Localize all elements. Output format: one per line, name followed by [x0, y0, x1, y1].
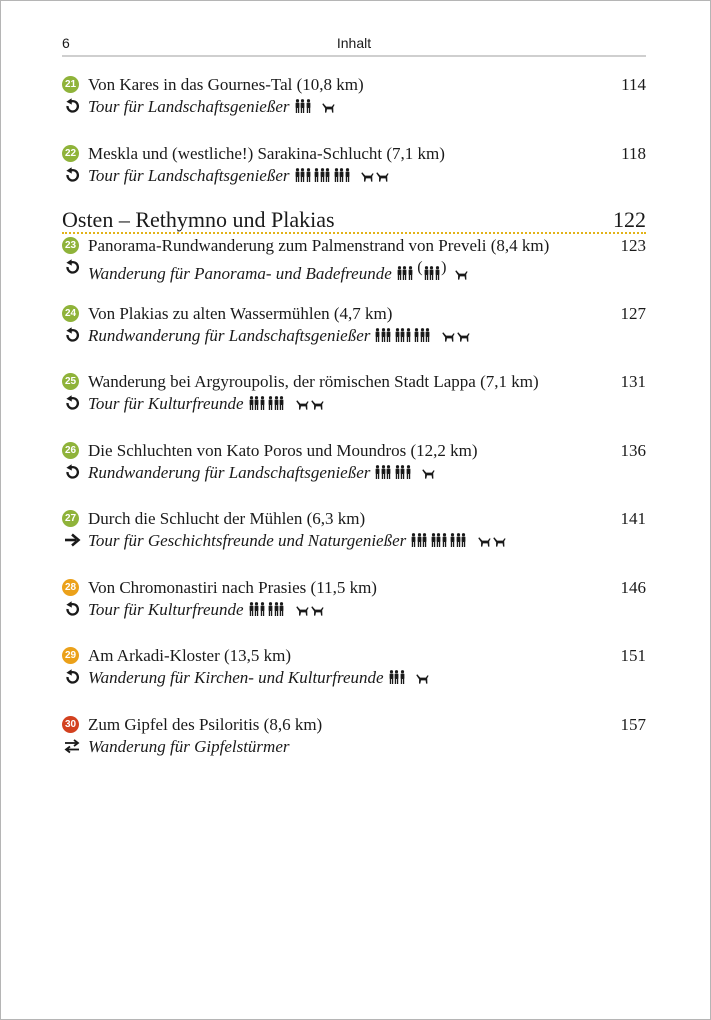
- dog-rating: [478, 530, 508, 554]
- dog-icon: [311, 393, 326, 417]
- entry-page-number: 157: [620, 715, 646, 734]
- entry-subtitle-line: [62, 392, 646, 416]
- entry-subtitle-text: Tour für Geschichtsfreunde und Naturgenießer: [88, 531, 407, 550]
- entry-title: Zum Gipfel des Psiloritis (8,6 km): [88, 715, 323, 734]
- hiker-group-icon: [295, 168, 312, 182]
- tour-number-badge: 26: [62, 442, 79, 459]
- hiker-group-icon: [249, 396, 266, 410]
- entry-subtitle: [88, 256, 470, 287]
- dog-icon: [376, 165, 391, 189]
- entry-subtitle-line: [62, 598, 646, 622]
- dog-rating: [416, 667, 431, 691]
- entry-subtitle: [88, 164, 391, 189]
- entry-subtitle: [88, 392, 326, 417]
- tour-number-badge: 29: [62, 647, 79, 664]
- entry-title: Am Arkadi-Kloster (13,5 km): [88, 646, 292, 665]
- loop-arrow-icon: [63, 258, 81, 276]
- entry-title-line: [62, 644, 646, 668]
- dog-icon: [442, 325, 457, 349]
- loop-arrow-icon: [63, 668, 81, 686]
- difficulty-rating: [389, 670, 409, 684]
- section-page: 122: [613, 207, 646, 232]
- entry-subtitle-text: Tour für Landschaftsgenießer: [88, 166, 290, 185]
- hiker-group-icon: [389, 670, 406, 684]
- dog-rating: [422, 462, 437, 486]
- toc-entry[interactable]: [62, 507, 646, 555]
- entry-title: Durch die Schlucht der Mühlen (6,3 km): [88, 509, 366, 528]
- entry-subtitle-line: [62, 164, 646, 188]
- hiker-group-icon: [395, 465, 412, 479]
- hiker-group-icon: [450, 533, 467, 547]
- difficulty-rating: [397, 256, 448, 280]
- toc-entry[interactable]: [62, 142, 646, 190]
- dog-icon: [478, 530, 493, 554]
- dog-rating: [442, 325, 472, 349]
- entry-subtitle-text: Wanderung für Gipfelstürmer: [88, 737, 290, 756]
- dog-icon: [455, 263, 470, 287]
- entry-page-number: 118: [621, 144, 646, 163]
- hiker-group-icon: [249, 602, 266, 616]
- entry-subtitle-line: [62, 735, 646, 759]
- entry-subtitle-line: [62, 461, 646, 485]
- toc-entry[interactable]: [62, 576, 646, 624]
- entry-title-line: [62, 73, 646, 97]
- entry-subtitle-line: [62, 95, 646, 119]
- toc-entry[interactable]: [62, 713, 646, 761]
- toc-entry[interactable]: [62, 73, 646, 121]
- entry-page-number: 146: [620, 578, 646, 597]
- toc-entry[interactable]: [62, 644, 646, 692]
- entry-page-number: 131: [620, 372, 646, 391]
- entry-page-number: 141: [620, 509, 646, 528]
- entry-subtitle: [88, 461, 437, 486]
- entry-subtitle-text: Tour für Kulturfreunde: [88, 394, 244, 413]
- header-rule: [62, 55, 646, 57]
- entry-subtitle: [88, 735, 290, 759]
- dog-rating: [296, 599, 326, 623]
- loop-arrow-icon: [63, 394, 81, 412]
- dog-icon: [457, 325, 472, 349]
- tour-number-badge: 25: [62, 373, 79, 390]
- hiker-group-icon: [424, 266, 441, 280]
- hiker-group-icon: [334, 168, 351, 182]
- toc-entry[interactable]: [62, 370, 646, 418]
- entry-title: Die Schluchten von Kato Poros und Moundros (12,2 km): [88, 441, 478, 460]
- entry-title-line: [62, 142, 646, 166]
- entry-subtitle: [88, 95, 337, 120]
- hiker-group-icon: [314, 168, 331, 182]
- entry-page-number: 114: [621, 75, 646, 94]
- entry-subtitle-text: Wanderung für Kirchen- und Kulturfreunde: [88, 668, 384, 687]
- entry-subtitle-text: Tour für Landschaftsgenießer: [88, 97, 290, 116]
- entry-subtitle-text: Rundwanderung für Landschaftsgenießer: [88, 463, 371, 482]
- tour-number-badge: 22: [62, 145, 79, 162]
- loop-arrow-icon: [63, 463, 81, 481]
- loop-arrow-icon: [63, 166, 81, 184]
- entry-page-number: 136: [620, 441, 646, 460]
- difficulty-rating: [249, 396, 288, 410]
- paren-open: (: [417, 259, 423, 276]
- entry-page-number: 151: [620, 646, 646, 665]
- tour-number-badge: 21: [62, 76, 79, 93]
- entry-title: Von Plakias zu alten Wassermühlen (4,7 km): [88, 304, 393, 323]
- hiker-group-icon: [395, 328, 412, 342]
- entry-title: Meskla und (westliche!) Sarakina-Schlucht (7,1 km): [88, 144, 445, 163]
- page-header: [62, 35, 646, 55]
- entry-subtitle-text: Rundwanderung für Landschaftsgenießer: [88, 326, 371, 345]
- dog-icon: [493, 530, 508, 554]
- entry-subtitle-text: Wanderung für Panorama- und Badefreunde: [88, 264, 392, 283]
- hiker-group-icon: [268, 396, 285, 410]
- entry-subtitle: [88, 666, 431, 691]
- difficulty-rating: [249, 602, 288, 616]
- entry-title-line: [62, 302, 646, 326]
- entry-title-line: [62, 713, 646, 737]
- header-title: Inhalt: [336, 35, 372, 51]
- entry-subtitle-line: [62, 529, 646, 553]
- entry-subtitle: [88, 324, 472, 349]
- entry-title: Wanderung bei Argyroupolis, der römischen Stadt Lappa (7,1 km): [88, 372, 539, 391]
- page-number: 6: [62, 35, 70, 51]
- difficulty-rating: [411, 533, 470, 547]
- entry-page-number: 123: [620, 236, 646, 255]
- dog-icon: [361, 165, 376, 189]
- dog-icon: [422, 462, 437, 486]
- entry-title-line: [62, 576, 646, 600]
- entry-subtitle-line: [62, 324, 646, 348]
- difficulty-rating: [295, 168, 354, 182]
- dog-rating: [361, 165, 391, 189]
- section-heading: [62, 207, 646, 233]
- hiker-group-icon: [414, 328, 431, 342]
- loop-arrow-icon: [63, 600, 81, 618]
- hiker-group-icon: [268, 602, 285, 616]
- loop-arrow-icon: [63, 326, 81, 344]
- tour-number-badge: 24: [62, 305, 79, 322]
- entry-title: Von Kares in das Gournes-Tal (10,8 km): [88, 75, 364, 94]
- dog-rating: [322, 96, 337, 120]
- entry-title-line: [62, 439, 646, 463]
- entry-subtitle: [88, 598, 326, 623]
- entry-subtitle-text: Tour für Kulturfreunde: [88, 600, 244, 619]
- difficulty-rating: [375, 328, 434, 342]
- entry-title: Panorama-Rundwanderung zum Palmenstrand von Preveli (8,4 km): [88, 236, 550, 255]
- entry-title-line: [62, 234, 646, 258]
- dog-icon: [296, 599, 311, 623]
- toc-entry[interactable]: [62, 234, 646, 282]
- loop-arrow-icon: [63, 97, 81, 115]
- hiker-group-icon: [295, 99, 312, 113]
- entry-subtitle-line: [62, 256, 646, 283]
- dog-icon: [311, 599, 326, 623]
- entry-subtitle: [88, 529, 508, 554]
- entry-title-line: [62, 370, 646, 394]
- hiker-group-icon: [431, 533, 448, 547]
- entry-subtitle-line: [62, 666, 646, 690]
- tour-number-badge: 28: [62, 579, 79, 596]
- tour-number-badge: 30: [62, 716, 79, 733]
- entry-title-line: [62, 507, 646, 531]
- dog-rating: [455, 263, 470, 287]
- dog-icon: [296, 393, 311, 417]
- hiker-group-icon: [375, 328, 392, 342]
- right-arrow-icon: [63, 531, 81, 549]
- return-arrows-icon: [63, 737, 81, 755]
- hiker-group-icon: [397, 266, 414, 280]
- entry-page-number: 127: [620, 304, 646, 323]
- tour-number-badge: 23: [62, 237, 79, 254]
- dog-icon: [416, 667, 431, 691]
- dog-icon: [322, 96, 337, 120]
- dog-rating: [296, 393, 326, 417]
- toc-entry[interactable]: [62, 302, 646, 350]
- entry-title: Von Chromonastiri nach Prasies (11,5 km): [88, 578, 377, 597]
- paren-close: ): [441, 259, 447, 276]
- difficulty-rating: [295, 99, 315, 113]
- tour-number-badge: 27: [62, 510, 79, 527]
- hiker-group-icon: [411, 533, 428, 547]
- toc-entry[interactable]: [62, 439, 646, 487]
- hiker-group-icon: [375, 465, 392, 479]
- difficulty-rating: [375, 465, 414, 479]
- section-title: Osten – Rethymno und Plakias: [62, 207, 335, 232]
